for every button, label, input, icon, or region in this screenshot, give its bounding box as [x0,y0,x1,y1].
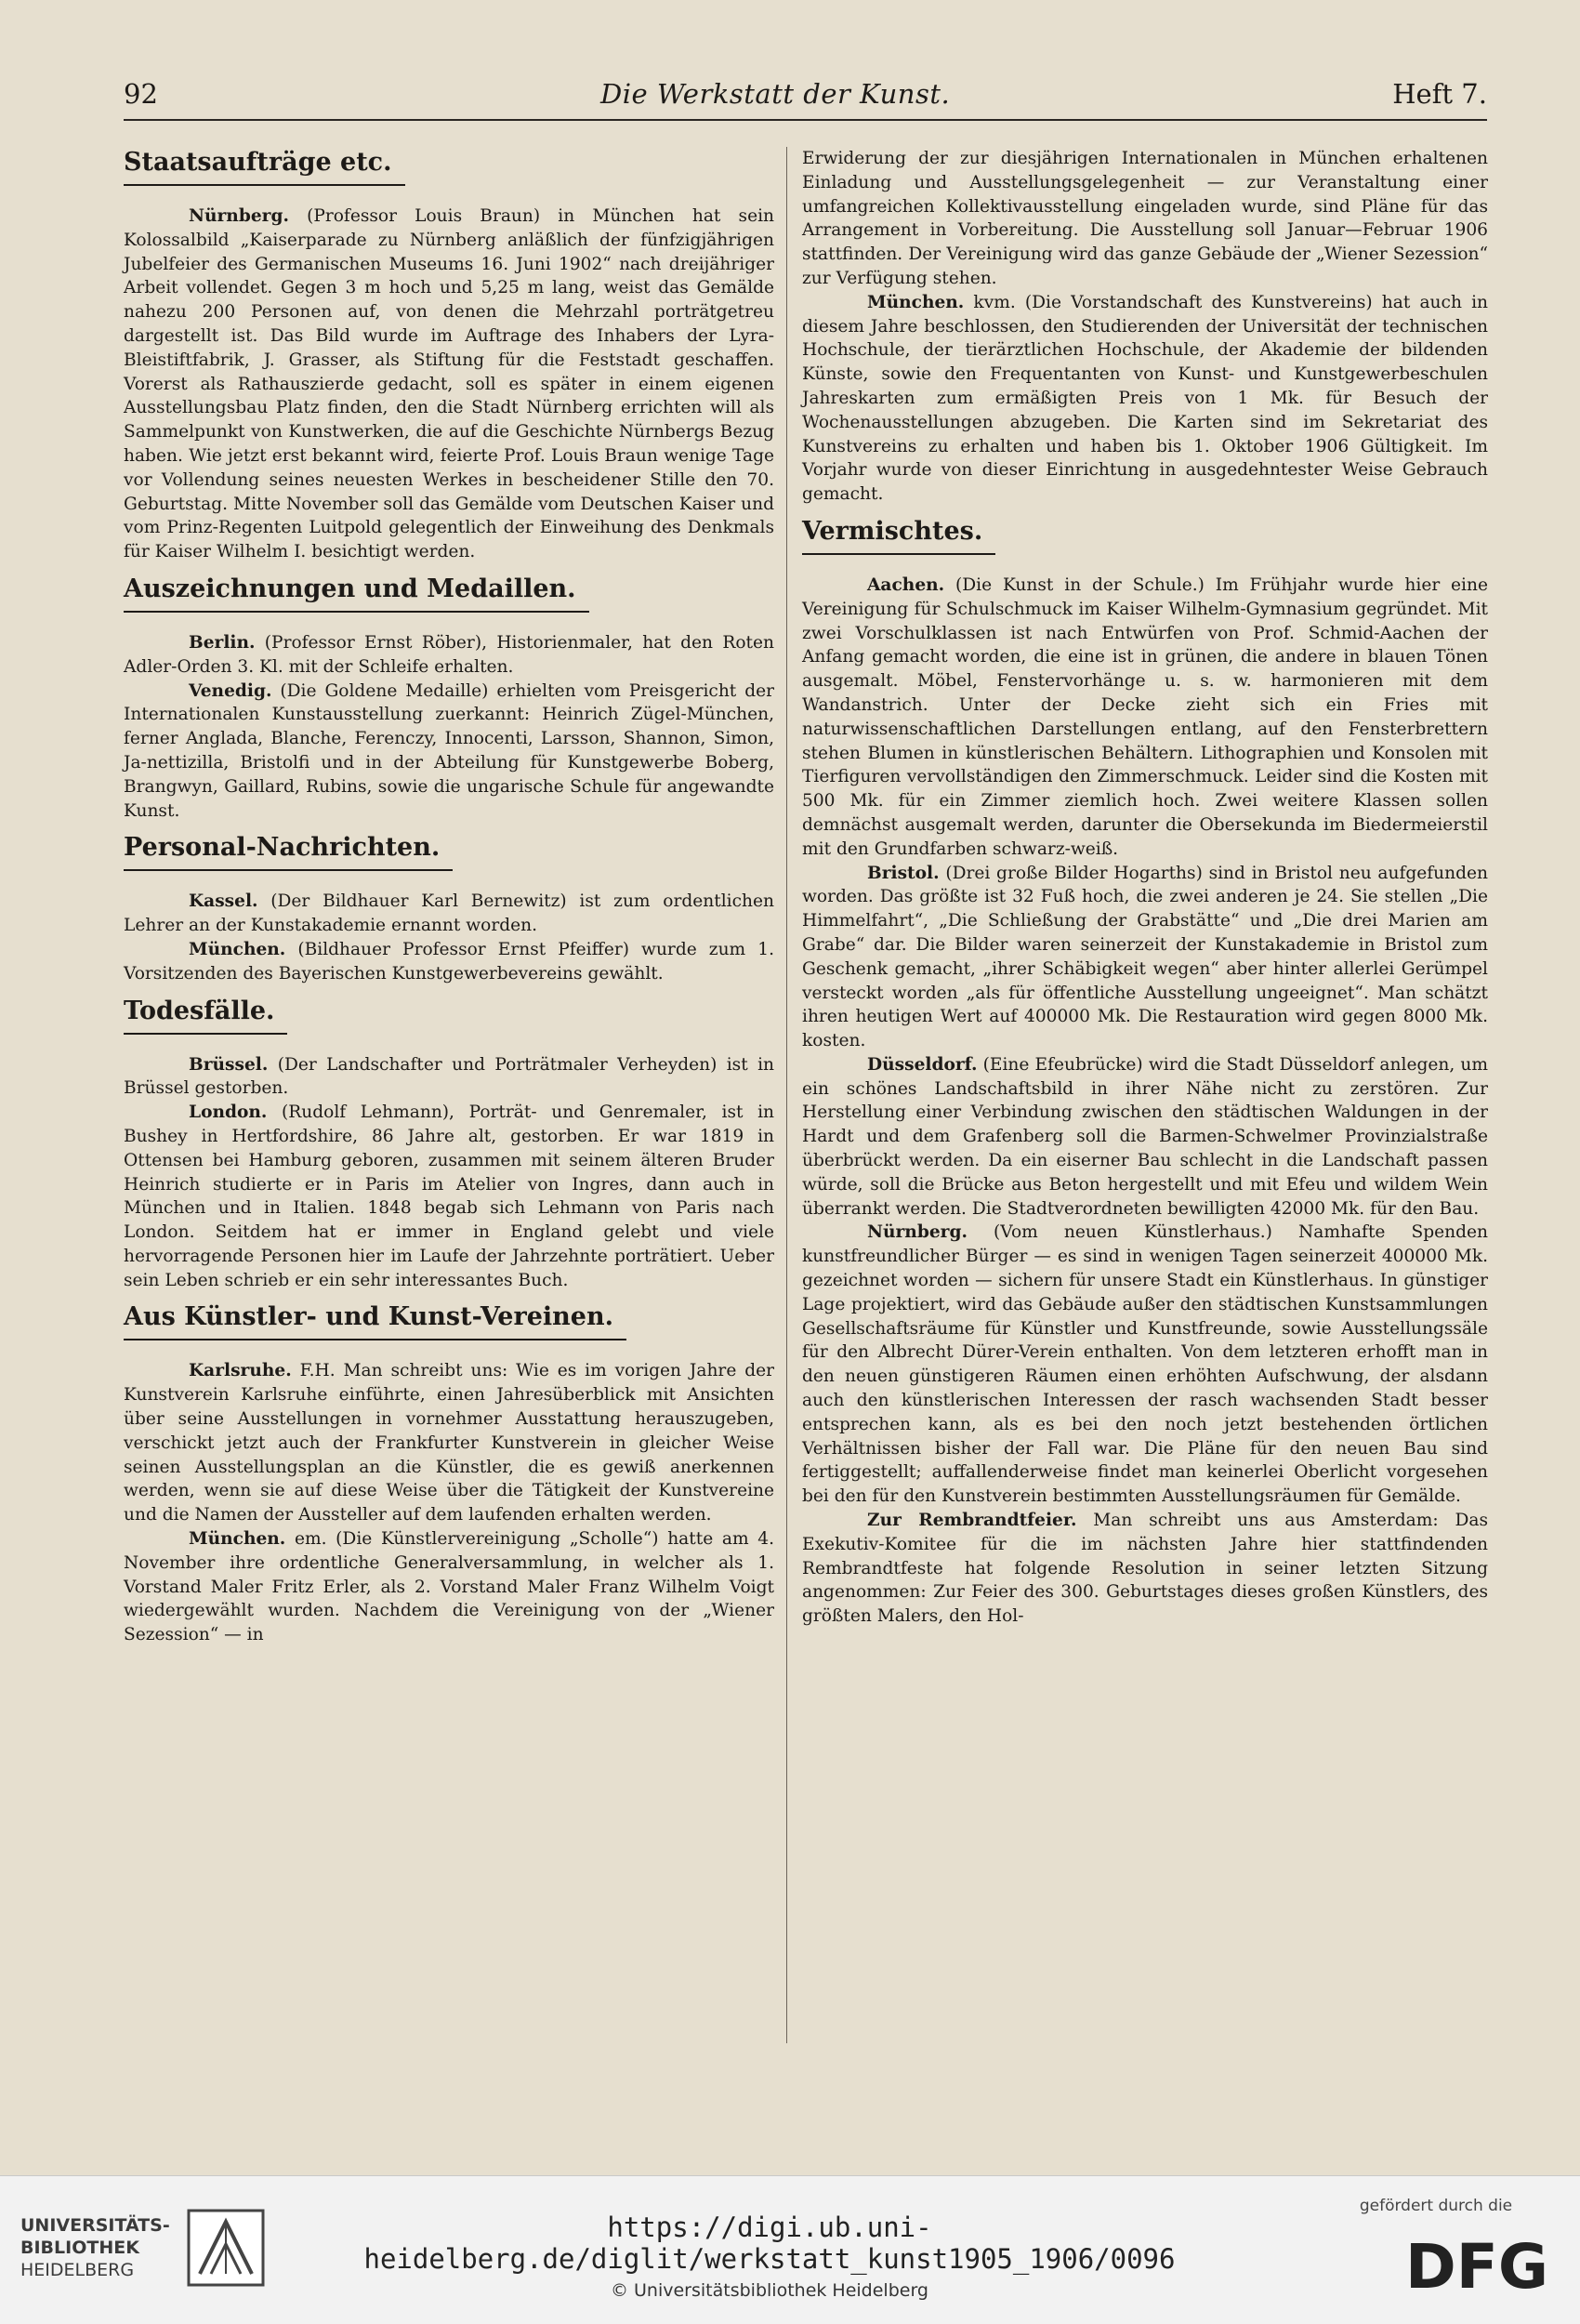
library-name-line: BIBLIOTHEK [20,2238,139,2258]
article-paragraph [802,1053,1488,1221]
article-paragraph [124,680,774,824]
dateline-place: Berlin. [189,632,256,653]
issue-number: Heft 7. [1392,78,1487,110]
dateline-place: Venedig. [189,680,272,701]
copyright-note: © Universitätsbibliothek Heidelberg [610,2280,928,2301]
paragraph-text: F.H. Man schreibt uns: Wie es im vorigen Jahre der Kunstverein Karlsruhe einführte, einen Jahresüberblick mit Ansichten über seine Ausstellungen in vornehmer Ausstattung herauszugeben, verschickt jetzt auch der Frankfurter Kunstverein in gleicher Weise seinen Ausstellungsplan an die Künstler, die es gewiß anerkennen werden, wenn sie auf diese Weise über die Tätigkeit der Kunstvereine und die Namen der Aussteller auf dem laufenden erhalten werden. [124,1361,774,1525]
section-heading: Aus Künstler- und Kunst-Vereinen. [124,1301,626,1340]
right-column [802,147,1488,1629]
section-heading: Todesfälle. [124,996,287,1035]
article-paragraph [124,205,774,564]
page-number: 92 [124,78,158,110]
paragraph-text: (Bildhauer Professor Ernst Pfeiffer) wurde zum 1. Vorsitzenden des Bayerischen Kunstgewerbevereins gewählt. [124,939,774,984]
library-name-line: HEIDELBERG [20,2260,135,2280]
left-column [124,147,774,1647]
dateline-place: Kassel. [189,891,258,912]
paragraph-text: (Rudolf Lehmann), Porträt- und Genremaler, ist in Bushey in Hertfordshire, 86 Jahre alt, gestorben. Er war 1819 in Ottensen bei Hamburg geboren, zusammen mit seinem älteren Bruder Heinrich studierte er in Paris im Atelier von Ingres, dann auch in München und in Italien. 1848 begab sich Lehmann von Paris nach London. Seitdem hat er immer in England gelebt und viele hervorragende Personen hier im Laufe der Jahrzehnte porträtiert. Ueber sein Leben schrieb er ein sehr interessantes Buch. [124,1103,774,1290]
paragraph-text: kvm. (Die Vorstandschaft des Kunstvereins) hat auch in diesem Jahre beschlossen, den Studierenden der Universität der technischen Hochschule, der tierärztlichen Hochschule, der Akademie der bildenden Künste, sowie den Frequentanten von Kunst- und Kunstgewerbeschulen Jahreskarten zum ermäßigten Preis von 1 Mk. für Besuch der Wochenausstellungen abzugeben. Die Karten sind im Sekretariat des Kunstvereins zu erhalten und haben bis 1. Oktober 1906 Gültigkeit. Im Vorjahr wurde von dieser Einrichtung in ausgedehntester Weise Gebrauch gemacht. [802,292,1488,505]
article-paragraph [124,938,774,986]
dfg-logo[interactable] [1399,2232,1555,2297]
dateline-place: München. [189,1529,286,1550]
funding-note: gefördert durch die [1359,2197,1513,2215]
dateline-place: London. [189,1103,268,1123]
paragraph-text: (Professor Ernst Röber), Historienmaler, hat den Roten Adler-Orden 3. Kl. mit der Schleife erhalten. [124,632,774,677]
dateline-place: Bristol. [867,863,940,883]
dateline-place: Nürnberg. [189,206,289,226]
dateline-place: Nürnberg. [867,1222,968,1243]
permalink-url[interactable]: https://digi.ub.uni-heidelberg.de/diglit/werkstatt_kunst1905_1906/0096 [363,2212,1176,2275]
article-paragraph [802,1221,1488,1509]
section-heading: Auszeichnungen und Medaillen. [124,574,589,613]
journal-title: Die Werkstatt der Kunst. [599,78,951,110]
dateline-place: Karlsruhe. [189,1361,292,1381]
section-heading: Personal-Nachrichten. [124,832,453,871]
article-paragraph [124,890,774,938]
library-logo[interactable] [20,2206,281,2290]
paragraph-text: (Der Bildhauer Karl Bernewitz) ist zum ordentlichen Lehrer an der Kunstakademie ernannt worden. [124,891,774,936]
digitization-footer [0,2175,1580,2324]
paragraph-text: (Der Landschafter und Porträtmaler Verheyden) ist in Brüssel gestorben. [124,1054,774,1099]
article-paragraph [124,631,774,680]
dateline-place: Brüssel. [189,1054,269,1075]
paragraph-text: (Eine Efeubrücke) wird die Stadt Düsseldorf anlegen, um ein schönes Landschaftsbild in ihrer Nähe nicht zu zerstören. Zur Herstellung einer Verbindung zwischen den städtischen Waldungen in der Hardt und dem Grafenberg soll die Barmen-Schwelmer Provinzialstraße überbrückt werden. Da ein eiserner Bau schlecht in die Landschaft passen würde, soll die Brücke aus Beton hergestellt und mit Efeu und wildem Wein überrankt werden. Die Stadtverordneten bewilligten 42000 Mk. für den Bau. [802,1054,1488,1219]
paragraph-text: em. (Die Künstlervereinigung „Scholle“) hatte am 4. November ihre ordentliche Generalversammlung, in welcher als 1. Vorstand Maler Fritz Erler, als 2. Vorstand Maler Franz Wilhelm Voigt wiedergewählt wurden. Nachdem die Vereinigung von der „Wiener Sezession“ — in [124,1529,774,1645]
paragraph-text: (Vom neuen Künstlerhaus.) Namhafte Spenden kunstfreundlicher Bürger — es sind in wenigen Tagen seinerzeit 400000 Mk. gezeichnet worden — sichern für unsere Stadt ein Künstlerhaus. In günstiger Lage projektiert, wird das Gebäude außer den städtischen Kunstsammlungen Gesellschaftsräume für Künstler und Kunstfreunde, sowie Ausstellungssäle für den Albrecht Dürer-Verein enthalten. Von dem letzteren erhofft man in den neuen günstigeren Räumen einen erhöhten Aufschwung, der alsdann auch den künstlerischen Interessen der rasch wachsenden Stadt besser entsprechen kann, als es bei den noch jetzt bestehenden örtlichen Verhältnissen bisher der Fall war. Die Pläne für den neuen Bau sind fertiggestellt; auffallenderweise findet man keinerlei Oberlicht vorgesehen bei den für den Kunstverein bestimmten Ausstellungsräumen für Gemälde. [802,1222,1488,1507]
article-paragraph [802,291,1488,507]
library-name [20,2214,170,2281]
article-paragraph [802,1509,1488,1629]
paragraph-text: Man schreibt uns aus Amsterdam: Das Exekutiv-Komitee für die im nächsten Jahre hier stattfindenden Rembrandtfeste hat folgende Resolution in seiner letzten Sitzung angenommen: Zur Feier des 300. Geburtstages dieses großen Künstlers, des größten Malers, den Hol- [802,1511,1488,1627]
dateline-place: München. [189,939,286,959]
dateline-place: München. [867,292,965,312]
university-seal-icon [187,2209,265,2287]
dateline-place: Zur Rembrandtfeier. [867,1511,1077,1531]
paragraph-text: Erwiderung der zur diesjährigen Internationalen in München erhaltenen Einladung und Ausstellungsgelegenheit — zur Veranstaltung einer umfangreichen Kollektivausstellung eingeladen wurde, sind Pläne für das Arrangement in Vorbereitung. Die Ausstellung soll Januar—Februar 1906 stattfinden. Der Vereinigung wird das ganze Gebäude der „Wiener Sezession“ zur Verfügung stehen. [802,149,1488,288]
running-header [124,78,1487,121]
article-paragraph [124,1053,774,1102]
article-paragraph [124,1101,774,1292]
dfg-logo-text: DFG [1404,2232,1549,2297]
library-name-line: UNIVERSITÄTS- [20,2215,170,2236]
article-paragraph [802,574,1488,862]
article-paragraph [802,147,1488,291]
section-heading: Staatsaufträge etc. [124,147,405,186]
paragraph-text: (Die Kunst in der Schule.) Im Frühjahr wurde hier eine Vereinigung für Schulschmuck im Kaiser Wilhelm-Gymnasium gegründet. Mit zwei Vorschulklassen ist nach Entwürfen von Prof. Schmid-Aachen der Anfang gemacht worden, die eine ist in grünen, die andere in blauen Tönen ausgemalt. Möbel, Fenstervorhänge u. s. w. harmonieren mit dem Wandanstrich. Unter der Decke zieht sich ein Fries mit naturwissenschaftlichen Darstellungen entlang, auf den Fensterbrettern stehen Blumen in künstlerischen Behältern. Lithographien und Konsolen mit Tierfiguren vervollständigen den Zimmerschmuck. Leider sind die Kosten mit 500 Mk. für ein Zimmer ziemlich hoch. Zwei weitere Klassen sollen demnächst ausgemalt werden, darunter die Obersekunda im Biedermeierstil mit den Grundfarben schwarz-weiß. [802,574,1488,859]
article-paragraph [124,1527,774,1647]
paragraph-text: (Drei große Bilder Hogarths) sind in Bristol neu aufgefunden worden. Das größte ist 32 Fuß hoch, die zwei anderen je 24. Sie stellen „Die Himmelfahrt“, „Die Schließung der Grabstätte“ und „Die drei Marien am Grabe“ dar. Die Bilder waren seinerzeit der Kunstakademie in Bristol zum Geschenk gemacht, „ihrer Schäbigkeit wegen“ aber hinter allerlei Gerümpel versteckt worden „als für öffentliche Ausstellung ungeeignet“. Man schätzt ihren heutigen Wert auf 400000 Mk. Die Restauration wird gegen 8000 Mk. kosten. [802,863,1488,1051]
dateline-place: Aachen. [867,574,945,595]
paragraph-text: (Die Goldene Medaille) erhielten vom Preisgericht der Internationalen Kunstausstellung zuerkannt: Heinrich Zügel-München, ferner Anglada, Blanche, Ferenczy, Innocenti, Larsson, Shannon, Simon, Ja-nettizilla, Bristolfi und in der Abteilung für Kunstgewerbe Boberg, Brangwyn, Gaillard, Rubins, sowie die ungarische Schule für angewandte Kunst. [124,680,774,821]
article-paragraph [802,862,1488,1053]
paragraph-text: (Professor Louis Braun) in München hat sein Kolossalbild „Kaiserparade zu Nürnberg anläßlich der fünfzigjährigen Jubelfeier des Germanischen Museums 16. Juni 1902“ nach dreijähriger Arbeit vollendet. Gegen 3 m hoch und 5,25 m lang, weist das Gemälde nahezu 200 Personen auf, von denen die Mehrzahl porträtgetreu dargestellt ist. Das Bild wurde im Auftrage des Inhabers der Lyra-Bleistiftfabrik, J. Grasser, als Stiftung für die Feststadt geschaffen. Vorerst als Rathauszierde gedacht, soll es später in einem eigenen Ausstellungsbau Platz finden, den die Stadt Nürnberg errichten will als Sammelpunkt von Kunstwerken, die auf die Geschichte Nürnbergs Bezug haben. Wie jetzt erst bekannt wird, feierte Prof. Louis Braun wenige Tage vor Vollendung seines neuesten Werkes in bescheidener Stille den 70. Geburtstag. Mitte November soll das Gemälde vom Deutschen Kaiser und vom Prinz-Regenten Luitpold gelegentlich der Einweihung des Denkmals für Kaiser Wilhelm I. besichtigt werden. [124,206,774,562]
column-divider [786,147,787,2043]
dateline-place: Düsseldorf. [867,1054,978,1075]
article-paragraph [124,1359,774,1527]
section-heading: Vermischtes. [802,516,995,555]
